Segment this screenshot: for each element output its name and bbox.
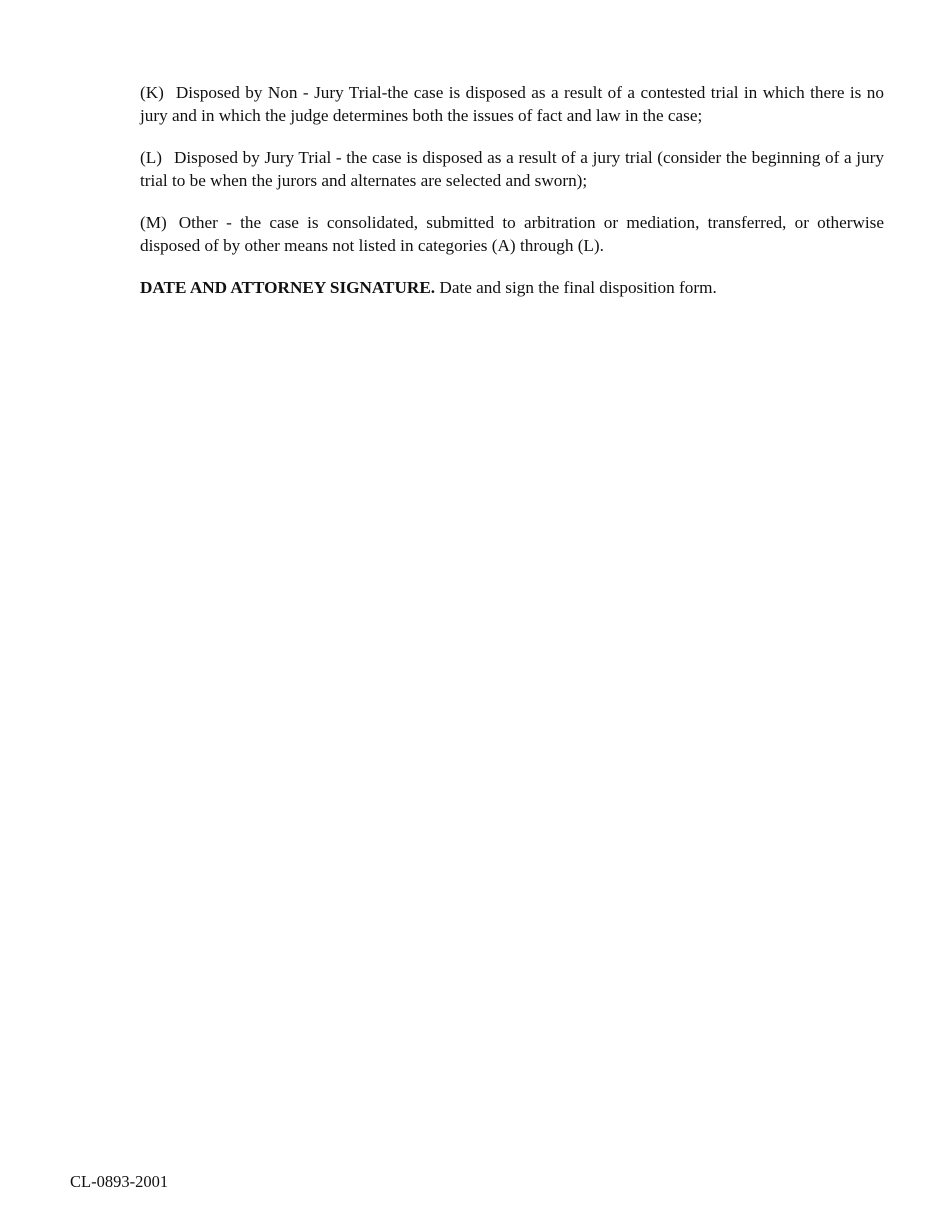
definition-marker: (L)	[140, 148, 162, 167]
document-body	[140, 82, 884, 300]
definition-l	[140, 147, 884, 192]
definition-marker: (K)	[140, 83, 164, 102]
signature-text: Date and sign the final disposition form.	[439, 278, 717, 297]
definition-text: Other - the case is consolidated, submitted to arbitration or mediation, transferred, or otherwise disposed of by other means not listed in categories (A) through (L).	[140, 213, 884, 255]
definition-m	[140, 212, 884, 257]
definition-text: Disposed by Jury Trial - the case is disposed as a result of a jury trial (consider the beginning of a jury trial to be when the jurors and alternates are selected and sworn);	[140, 148, 884, 190]
definition-text: Disposed by Non - Jury Trial-the case is disposed as a result of a contested trial in which there is no jury and in which the judge determines both the issues of fact and law in the case;	[140, 83, 884, 125]
definition-marker: (M)	[140, 213, 167, 232]
form-number: CL-0893-2001	[70, 1172, 169, 1191]
signature-heading: DATE AND ATTORNEY SIGNATURE.	[140, 278, 436, 297]
definition-k	[140, 82, 884, 127]
signature-instructions	[140, 277, 884, 300]
